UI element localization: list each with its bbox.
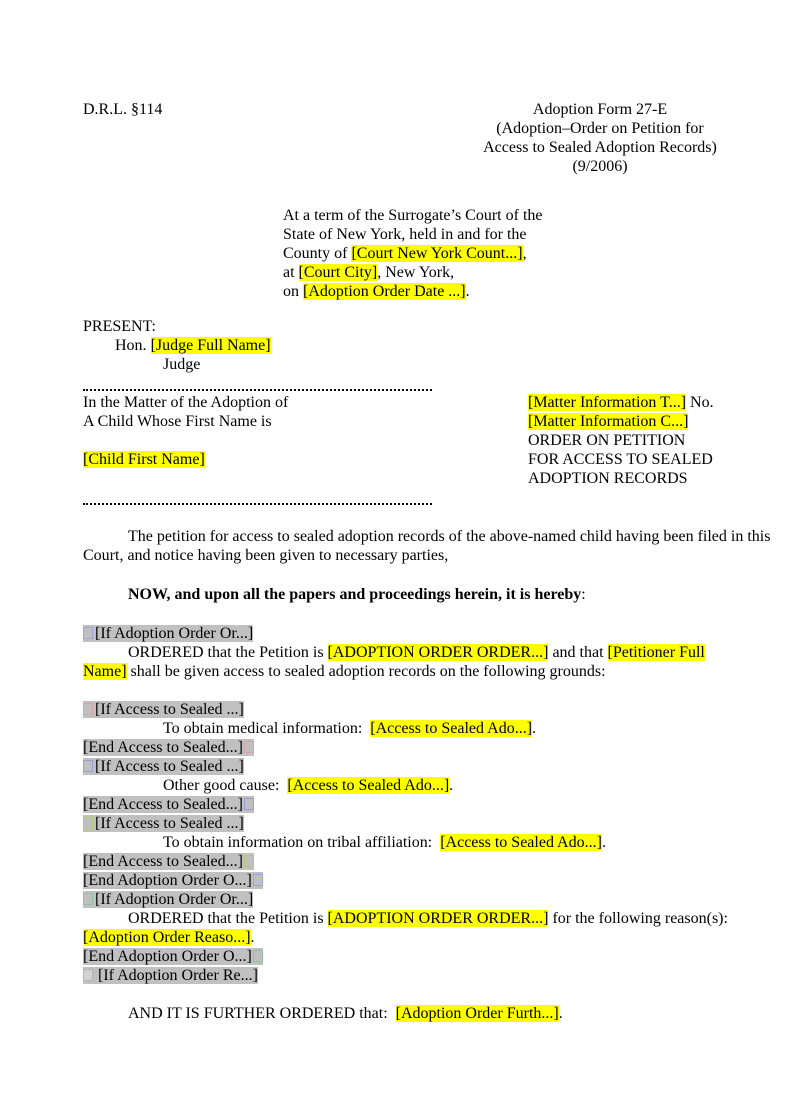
form-title-line: Access to Sealed Adoption Records) bbox=[483, 139, 717, 156]
conditional-marker-if-adoption-order[interactable] bbox=[83, 625, 253, 642]
grounds-line bbox=[83, 719, 775, 738]
conditional-marker-end-adoption-order[interactable] bbox=[83, 872, 263, 889]
conditional-marker-line bbox=[83, 795, 775, 814]
field-court-city[interactable]: [Court City] bbox=[298, 264, 378, 281]
term-line bbox=[283, 263, 775, 282]
condition-toggle-icon bbox=[83, 627, 93, 639]
reason-line bbox=[83, 928, 775, 947]
field-matter-info-case[interactable]: [Matter Information C...] bbox=[528, 413, 689, 430]
statute-reference: D.R.L. §114 bbox=[83, 101, 163, 118]
now-clause bbox=[83, 585, 775, 604]
condition-toggle-icon bbox=[83, 703, 93, 715]
grounds-line bbox=[83, 776, 775, 795]
field-further-ordered[interactable]: [Adoption Order Furth...] bbox=[395, 1005, 559, 1022]
clause-text: . bbox=[601, 834, 606, 851]
blank-line bbox=[83, 985, 775, 1004]
blank-line bbox=[83, 681, 775, 700]
conditional-marker-line bbox=[83, 757, 775, 776]
petition-paragraph: The petition for access to sealed adoption records of the above-named child having been filed in this Court, and notice having been given to necessary parties, bbox=[83, 528, 771, 564]
marker-label: [End Access to Sealed...] bbox=[83, 853, 243, 870]
conditional-marker-end-adoption-order[interactable] bbox=[83, 948, 263, 965]
conditional-marker-line bbox=[83, 947, 775, 966]
field-child-first-name[interactable]: [Child First Name] bbox=[83, 451, 205, 468]
clause-text: . bbox=[449, 777, 454, 794]
term-text: , bbox=[522, 245, 527, 262]
conditional-marker-line bbox=[83, 890, 775, 909]
condition-toggle-icon bbox=[83, 969, 93, 981]
marker-label: [End Access to Sealed...] bbox=[83, 796, 243, 813]
form-number: Adoption Form 27-E bbox=[532, 101, 668, 118]
form-revision-date: (9/2006) bbox=[572, 158, 628, 175]
clause-text: shall be given access to sealed adoption records on the following grounds: bbox=[126, 663, 606, 680]
conditional-marker-end-access[interactable] bbox=[83, 853, 254, 870]
field-access-grounds[interactable]: [Access to Sealed Ado...] bbox=[287, 777, 450, 794]
form-title-line: (Adoption–Order on Petition for bbox=[496, 120, 704, 137]
field-order-date[interactable]: [Adoption Order Date ...] bbox=[303, 283, 466, 300]
marker-label: [End Adoption Order O...] bbox=[83, 872, 252, 889]
condition-toggle-icon bbox=[253, 950, 263, 962]
field-judge-name[interactable]: [Judge Full Name] bbox=[150, 337, 271, 354]
field-court-county[interactable]: [Court New York Count...] bbox=[351, 245, 523, 262]
clause-text: ORDERED that the Petition is bbox=[128, 910, 328, 927]
order-title-line: FOR ACCESS TO SEALED bbox=[528, 451, 713, 468]
clause-text: for the following reason(s): bbox=[548, 910, 728, 927]
dotted-separator bbox=[83, 374, 432, 391]
conditional-marker-line bbox=[83, 871, 775, 890]
caption-right-column bbox=[528, 393, 775, 488]
clause-text: . bbox=[532, 720, 537, 737]
matter-no-label: No. bbox=[686, 394, 714, 411]
field-access-grounds[interactable]: [Access to Sealed Ado...] bbox=[440, 834, 602, 851]
honorific: Hon. bbox=[115, 337, 151, 354]
clause-text: . bbox=[250, 929, 255, 946]
caption-line: A Child Whose First Name is bbox=[83, 413, 272, 430]
term-text: on bbox=[283, 283, 303, 300]
conditional-marker-if-access[interactable] bbox=[83, 701, 244, 718]
matter-number-line bbox=[528, 393, 775, 412]
order-title-line: ADOPTION RECORDS bbox=[528, 470, 688, 487]
condition-toggle-icon bbox=[83, 893, 93, 905]
order-title-line: ORDER ON PETITION bbox=[528, 432, 686, 449]
clause-text: Other good cause: bbox=[163, 777, 288, 794]
ordered-clause-line bbox=[83, 909, 775, 928]
marker-label: [If Adoption Order Or...] bbox=[95, 625, 254, 642]
judge-title: Judge bbox=[163, 356, 201, 373]
term-text: County of bbox=[283, 245, 352, 262]
condition-toggle-icon bbox=[244, 741, 254, 753]
conditional-marker-if-adoption-order-re[interactable] bbox=[83, 967, 258, 984]
field-petitioner-name[interactable]: [Petitioner Full bbox=[607, 644, 705, 661]
conditional-marker-if-adoption-order[interactable] bbox=[83, 891, 253, 908]
field-petitioner-name[interactable]: Name] bbox=[83, 663, 127, 680]
conditional-marker-end-access[interactable] bbox=[83, 796, 254, 813]
conditional-marker-if-access[interactable] bbox=[83, 758, 244, 775]
court-term-block bbox=[283, 206, 775, 301]
now-clause-bold: NOW, and upon all the papers and proceedings herein, it is hereby bbox=[128, 586, 582, 603]
conditional-marker-end-access[interactable] bbox=[83, 739, 254, 756]
clause-text: To obtain information on tribal affiliation: bbox=[163, 834, 441, 851]
conditional-marker-line bbox=[83, 738, 775, 757]
marker-label: [If Adoption Order Or...] bbox=[95, 891, 254, 908]
field-matter-info-type[interactable]: [Matter Information T...] bbox=[528, 394, 687, 411]
clause-text: . bbox=[558, 1005, 563, 1022]
condition-toggle-icon bbox=[83, 760, 93, 772]
condition-toggle-icon bbox=[244, 855, 254, 867]
term-text: , New York, bbox=[377, 264, 455, 281]
marker-label: [If Access to Sealed ...] bbox=[95, 758, 244, 775]
field-access-grounds[interactable]: [Access to Sealed Ado...] bbox=[370, 720, 533, 737]
caption-left-column bbox=[83, 393, 528, 488]
term-line bbox=[283, 244, 775, 263]
clause-text: ORDERED that the Petition is bbox=[128, 644, 328, 661]
blank-line bbox=[83, 431, 528, 450]
dotted-separator bbox=[83, 488, 432, 505]
conditional-marker-line bbox=[83, 624, 775, 643]
conditional-marker-line bbox=[83, 700, 775, 719]
marker-label: [If Access to Sealed ...] bbox=[95, 815, 244, 832]
order-clauses bbox=[83, 624, 775, 1023]
conditional-marker-line bbox=[83, 814, 775, 833]
field-adoption-order-ordered[interactable]: [ADOPTION ORDER ORDER...] bbox=[327, 644, 549, 661]
marker-label: [End Adoption Order O...] bbox=[83, 948, 252, 965]
ordered-clause-line bbox=[83, 643, 775, 662]
judge-line bbox=[83, 336, 775, 355]
term-text: . bbox=[465, 283, 470, 300]
document-header bbox=[83, 100, 775, 176]
marker-label: [If Access to Sealed ...] bbox=[95, 701, 244, 718]
caption-line: In the Matter of the Adoption of bbox=[83, 394, 289, 411]
now-clause-colon: : bbox=[581, 586, 586, 603]
child-name-line bbox=[83, 450, 528, 469]
conditional-marker-if-access[interactable] bbox=[83, 815, 244, 832]
condition-toggle-icon bbox=[253, 874, 263, 886]
condition-toggle-icon bbox=[244, 798, 254, 810]
clause-text: To obtain medical information: bbox=[163, 720, 371, 737]
ordered-clause-line bbox=[83, 662, 775, 681]
clause-text: AND IT IS FURTHER ORDERED that: bbox=[128, 1005, 396, 1022]
field-adoption-order-ordered[interactable]: [ADOPTION ORDER ORDER...] bbox=[327, 910, 549, 927]
term-line: At a term of the Surrogate’s Court of the bbox=[283, 207, 543, 224]
further-ordered-line bbox=[83, 1004, 775, 1023]
condition-toggle-icon bbox=[83, 817, 93, 829]
conditional-marker-line bbox=[83, 966, 775, 985]
conditional-marker-line bbox=[83, 852, 775, 871]
term-line bbox=[283, 282, 775, 301]
form-title-block bbox=[455, 100, 745, 176]
marker-label: [If Adoption Order Re...] bbox=[98, 967, 258, 984]
present-label: PRESENT: bbox=[83, 318, 156, 335]
term-text: at bbox=[283, 264, 299, 281]
marker-label: [End Access to Sealed...] bbox=[83, 739, 243, 756]
term-line: State of New York, held in and for the bbox=[283, 226, 527, 243]
clause-text: and that bbox=[548, 644, 608, 661]
field-order-reason[interactable]: [Adoption Order Reaso...] bbox=[83, 929, 251, 946]
present-block bbox=[83, 317, 775, 374]
matter-case-line bbox=[528, 412, 775, 431]
blank-line bbox=[83, 469, 528, 488]
grounds-line bbox=[83, 833, 775, 852]
document-content bbox=[83, 100, 775, 1023]
case-caption bbox=[83, 393, 775, 488]
